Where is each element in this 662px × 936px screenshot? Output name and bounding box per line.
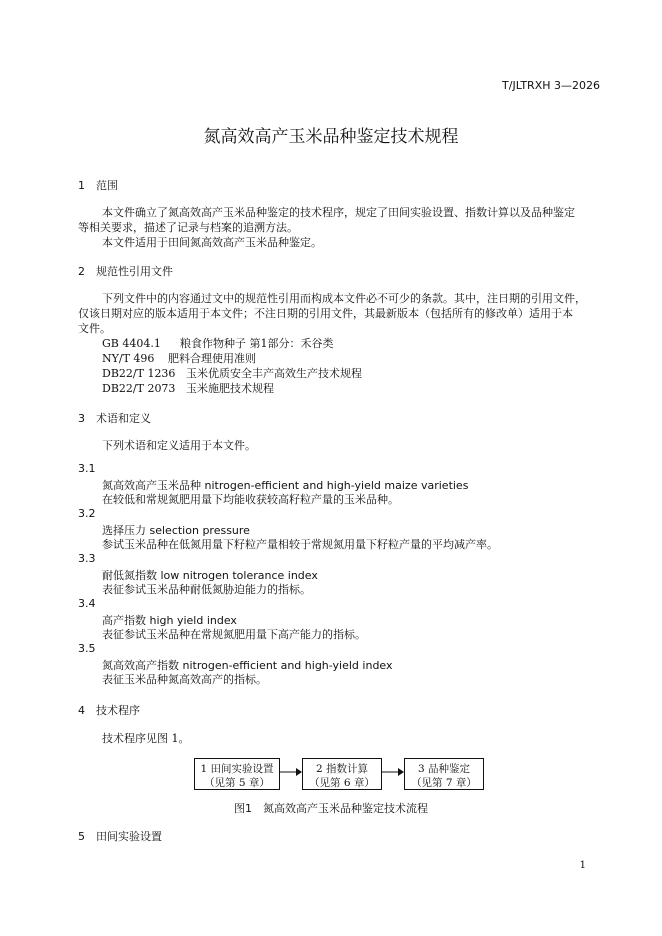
document-title: 氮高效高产玉米品种鉴定技术规程 <box>203 127 459 147</box>
section-4-intro: 技术程序见图 1。 <box>102 732 190 745</box>
figure-caption: 图1 氮高效高产玉米品种鉴定技术流程 <box>234 802 428 815</box>
term-name-en: low nitrogen tolerance index <box>160 569 318 582</box>
reference-item <box>102 350 256 366</box>
section-2-para-line2: 仅该日期对应的版本适用于本文件；不注日期的引用文件，其最新版本（包括所有的修改单）适用于本 <box>78 307 573 320</box>
flow-arrow-icon <box>280 766 302 778</box>
term-name-en: selection pressure <box>149 524 250 537</box>
section-1-para2: 本文件适用于田间氮高效高产玉米品种鉴定。 <box>102 236 322 249</box>
section-5-number: 5 <box>78 830 85 843</box>
term-name-en: nitrogen-efficient and high-yield maize varieties <box>204 479 469 492</box>
reference-name: 粮食作物种子 第1部分：禾谷类 <box>180 337 334 350</box>
section-4-heading <box>78 702 140 718</box>
term-number: 3.1 <box>78 462 96 475</box>
section-2-heading <box>78 263 173 279</box>
section-3-title: 术语和定义 <box>96 412 151 425</box>
flow-box-field-setup <box>194 758 280 790</box>
reference-item <box>102 335 334 351</box>
reference-name: 玉米施肥技术规程 <box>186 382 274 395</box>
section-3-number: 3 <box>78 412 85 425</box>
flow-box-label: 3 品种鉴定 <box>417 763 471 775</box>
term-name-zh: 高产指数 <box>102 614 146 627</box>
reference-code: DB22/T 1236 <box>102 367 176 380</box>
flow-box-label: 1 田间实验设置 <box>200 763 274 775</box>
section-1-title: 范围 <box>96 179 118 192</box>
section-3-heading <box>78 410 151 426</box>
term-number: 3.4 <box>78 597 96 610</box>
section-1-number: 1 <box>78 179 85 192</box>
flow-box-variety-identification <box>404 758 484 790</box>
term-definition: 表征参试玉米品种在常规氮肥用量下高产能力的指标。 <box>102 628 366 641</box>
term-name-en: high yield index <box>149 614 237 627</box>
term-number: 3.2 <box>78 507 96 520</box>
flow-box-label: 2 指数计算 <box>315 763 369 775</box>
term-name-zh: 选择压力 <box>102 524 146 537</box>
section-4-number: 4 <box>78 704 85 717</box>
section-1-para1-line2: 等相关要求，描述了记录与档案的追溯方法。 <box>78 221 298 234</box>
reference-item <box>102 380 274 396</box>
term-number: 3.3 <box>78 552 96 565</box>
section-3-intro: 下列术语和定义适用于本文件。 <box>102 439 256 452</box>
reference-item <box>102 365 362 381</box>
term-name-zh: 耐低氮指数 <box>102 569 157 582</box>
reference-name: 肥料合理使用准则 <box>168 352 256 365</box>
flow-box-reference: （见第 6 章） <box>309 777 375 789</box>
section-5-title: 田间实验设置 <box>96 830 162 843</box>
flow-box-index-calculation <box>302 758 382 790</box>
reference-name: 玉米优质安全丰产高效生产技术规程 <box>186 367 362 380</box>
flow-box-reference: （见第 5 章） <box>204 777 270 789</box>
section-2-para-line3: 文件。 <box>78 322 111 335</box>
reference-code: GB 4404.1 <box>102 337 161 350</box>
term-definition: 在较低和常规氮肥用量下均能收获较高籽粒产量的玉米品种。 <box>102 493 399 506</box>
term-name-en: nitrogen-efficient and high-yield index <box>182 659 393 672</box>
term-definition: 表征玉米品种氮高效高产的指标。 <box>102 673 267 686</box>
term-name-zh: 氮高效高产指数 <box>102 659 179 672</box>
section-1-heading <box>78 177 118 193</box>
document-code: T/JLTRXH 3—2026 <box>502 79 600 92</box>
reference-code: DB22/T 2073 <box>102 382 176 395</box>
section-2-title: 规范性引用文件 <box>96 265 173 278</box>
section-2-para-line1: 下列文件中的内容通过文中的规范性引用而构成本文件必不可少的条款。其中，注日期的引用文件， <box>102 292 586 305</box>
term-name-zh: 氮高效高产玉米品种 <box>102 479 201 492</box>
section-4-title: 技术程序 <box>96 704 140 717</box>
section-2-number: 2 <box>78 265 85 278</box>
flow-box-reference: （见第 7 章） <box>411 777 477 789</box>
term-number: 3.5 <box>78 642 96 655</box>
section-1-para1-line1: 本文件确立了氮高效高产玉米品种鉴定的技术程序，规定了田间实验设置、指数计算以及品种鉴定 <box>102 206 575 219</box>
section-5-heading <box>78 828 162 844</box>
reference-code: NY/T 496 <box>102 352 155 365</box>
term-definition: 参试玉米品种在低氮用量下籽粒产量相较于常规氮用量下籽粒产量的平均减产率。 <box>102 538 498 551</box>
flow-arrow-icon <box>382 766 404 778</box>
page-number: 1 <box>579 860 586 871</box>
term-definition: 表征参试玉米品种耐低氮胁迫能力的指标。 <box>102 583 311 596</box>
